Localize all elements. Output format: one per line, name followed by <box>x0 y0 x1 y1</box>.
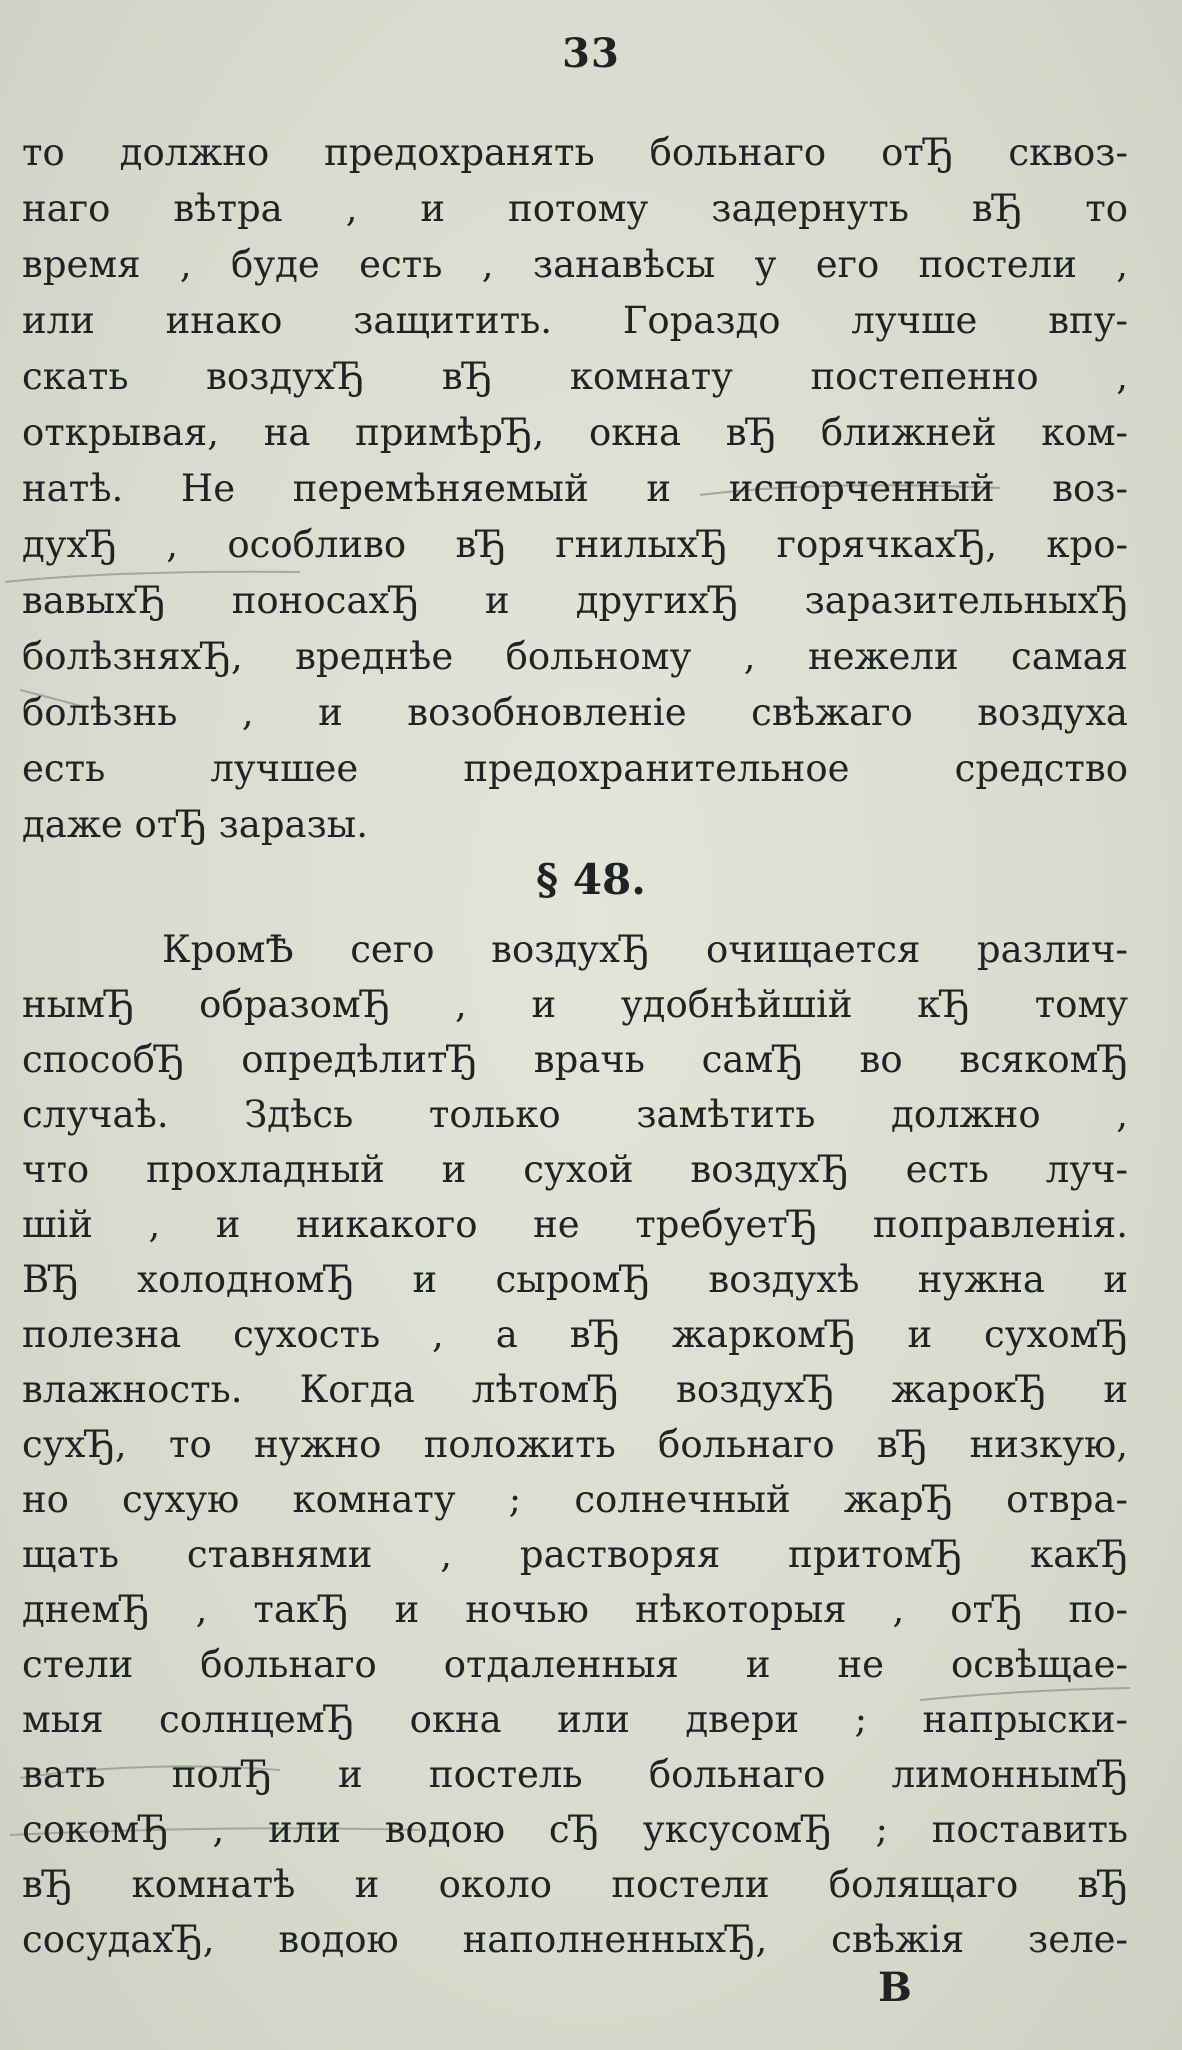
text-line: что прохладный и сухой воздухЂ есть луч- <box>22 1148 1128 1191</box>
signature-mark: В <box>878 1964 912 2011</box>
text-line: наго вѣтра , и потому задернуть вЂ то <box>22 187 1128 230</box>
text-line: ВЂ холодномЂ и сыромЂ воздухѣ нужна и <box>22 1258 1128 1301</box>
text-line: днемЂ , такЂ и ночью нѣкоторыя , отЂ по- <box>22 1588 1128 1631</box>
text-line: нымЂ образомЂ , и удобнѣйшій кЂ тому <box>22 983 1128 1026</box>
text-line: натѣ. Не перемѣняемый и испорченный воз- <box>22 467 1128 510</box>
text-line: мыя солнцемЂ окна или двери ; напрыски- <box>22 1698 1128 1741</box>
text-line: духЂ , особливо вЂ гнилыхЂ горячкахЂ, кро- <box>22 523 1128 566</box>
text-line: сухЂ, то нужно положить больнаго вЂ низкую, <box>22 1423 1128 1466</box>
text-line: вать полЂ и постель больнаго лимоннымЂ <box>22 1753 1128 1796</box>
text-line: но сухую комнату ; солнечный жарЂ отвра- <box>22 1478 1128 1521</box>
section-heading: § 48. <box>536 855 646 904</box>
text-line: сокомЂ , или водою сЂ уксусомЂ ; поставить <box>22 1808 1128 1851</box>
text-line: то должно предохранять больнаго отЂ сквоз- <box>22 131 1128 174</box>
text-line: открывая, на примѣрЂ, окна вЂ ближней ком- <box>22 411 1128 454</box>
text-line: щать ставнями , растворяя притомЂ какЂ <box>22 1533 1128 1576</box>
text-line: шій , и никакого не требуетЂ поправленія. <box>22 1203 1128 1246</box>
text-line: вавыхЂ поносахЂ и другихЂ заразительныхЂ <box>22 579 1128 622</box>
text-line: болѣзнь , и возобновленіе свѣжаго воздуха <box>22 691 1128 734</box>
text-line: влажность. Когда лѣтомЂ воздухЂ жарокЂ и <box>22 1368 1128 1411</box>
text-line: время , буде есть , занавѣсы у его постели , <box>22 243 1128 286</box>
text-line: способЂ опредѣлитЂ врачь самЂ во всякомЂ <box>22 1038 1128 1081</box>
text-line: или инако защитить. Гораздо лучше впу- <box>22 299 1128 342</box>
text-line: сосудахЂ, водою наполненныхЂ, свѣжія зеле- <box>22 1918 1128 1961</box>
text-line: даже отЂ заразы. <box>22 803 368 846</box>
text-line: полезна сухость , а вЂ жаркомЂ и сухомЂ <box>22 1313 1128 1356</box>
text-line: случаѣ. Здѣсь только замѣтить должно , <box>22 1093 1128 1136</box>
text-line: болѣзняхЂ, вреднѣе больному , нежели самая <box>22 635 1128 678</box>
text-line: КромѢ сего воздухЂ очищается различ- <box>162 928 1128 971</box>
text-line: есть лучшее предохранительное средство <box>22 747 1128 790</box>
page-number: 33 <box>562 30 620 77</box>
text-line: скать воздухЂ вЂ комнату постепенно , <box>22 355 1128 398</box>
text-line: стели больнаго отдаленныя и не освѣщае- <box>22 1643 1128 1686</box>
text-line: вЂ комнатѣ и около постели болящаго вЂ <box>22 1863 1128 1906</box>
